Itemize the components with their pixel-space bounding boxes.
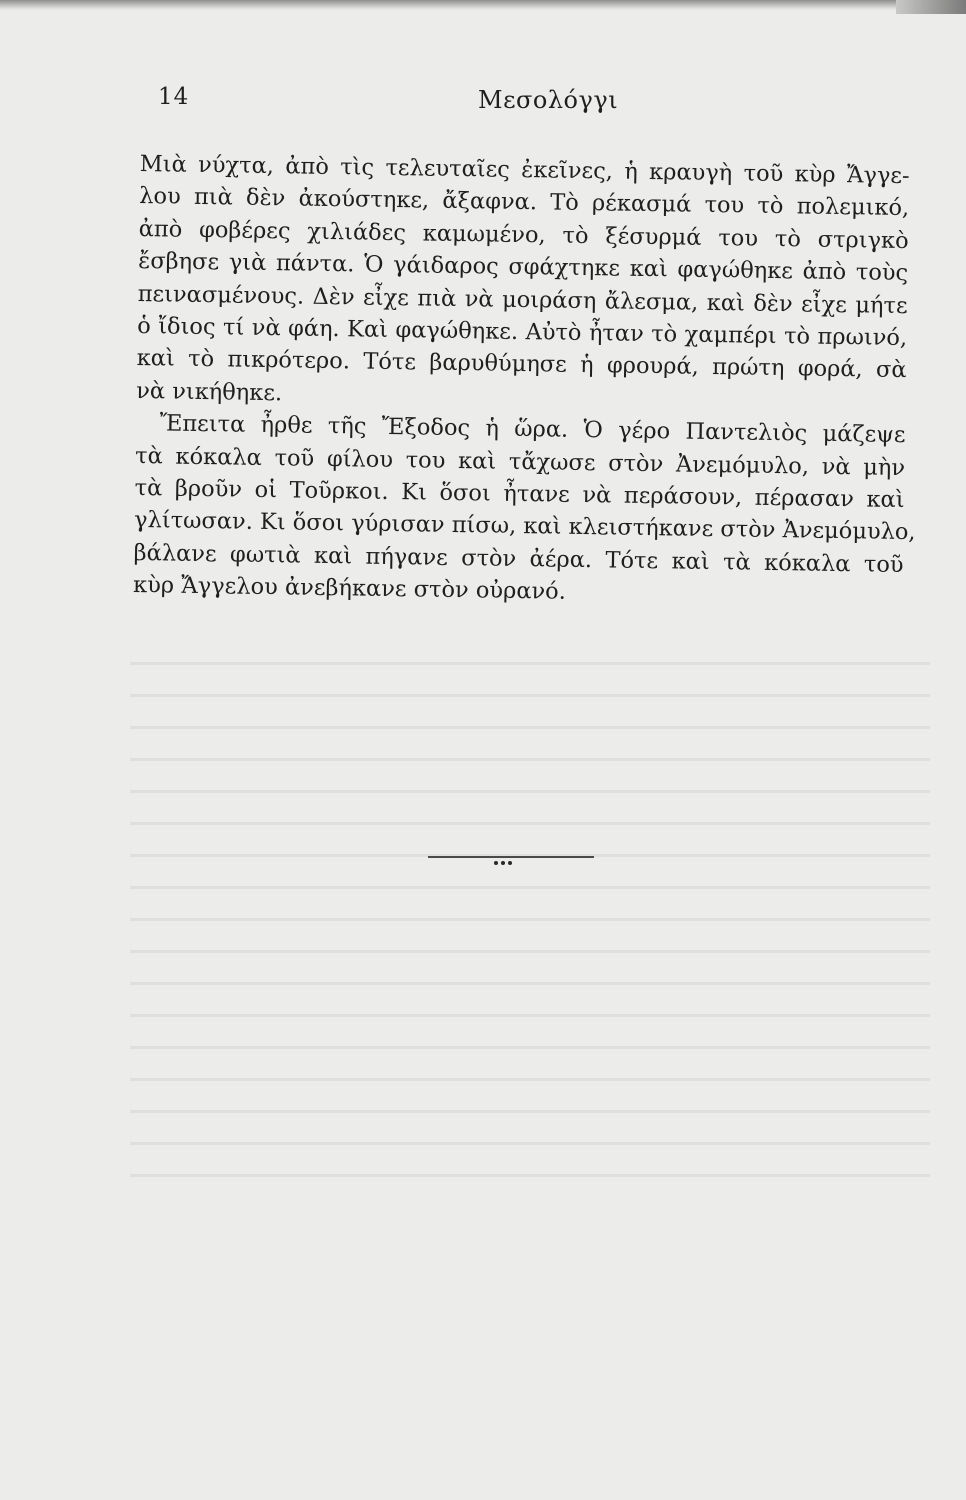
running-title: Μεσολόγγι <box>478 86 619 114</box>
page-header <box>0 84 966 124</box>
text-line: Μιὰ νύχτα, ἀπὸ τὶς τελευταῖες ἐκεῖνες, ἡ κραυγὴ τοῦ κὺρ Ἄγγε- <box>139 150 910 190</box>
text-line: πεινασμένους. Δὲν εἶχε πιὰ νὰ μοιράση ἄλεσμα, καὶ δὲν εἶχε μήτε <box>137 280 908 319</box>
page-top-edge <box>0 0 966 10</box>
page-number: 14 <box>158 84 190 110</box>
text-line: ἀπὸ φοβέρες χιλιάδες καμωμένο, τὸ ξέσυρμά του τὸ στριγκὸ <box>138 215 909 254</box>
section-divider <box>428 856 594 858</box>
body-text <box>132 148 916 614</box>
page-corner-shadow <box>896 0 966 14</box>
text-line: γλίτωσαν. Κι ὅσοι γύρισαν πίσω, καὶ κλειστήκανε στὸν Ἀνεμόμυλο, <box>133 507 916 546</box>
text-line: βάλανε φωτιὰ καὶ πήγανε στὸν ἀέρα. Τότε καὶ τὰ κόκαλα τοῦ <box>133 539 904 578</box>
text-line: λου πιὰ δὲν ἀκούστηκε, ἄξαφνα. Τὸ ρέκασμά του τὸ πολεμικό, <box>139 183 910 222</box>
text-line: νὰ νικήθηκε. <box>135 377 283 406</box>
text-line: ἔσβησε γιὰ πάντα. Ὁ γάιδαρος σφάχτηκε καὶ φαγώθηκε ἀπὸ τοὺς <box>138 248 909 287</box>
text-line: τὰ κόκαλα τοῦ φίλου του καὶ τἄχωσε στὸν Ἀνεμόμυλο, νὰ μὴν <box>134 442 906 481</box>
text-line: ὁ ἴδιος τί νὰ φάη. Καὶ φαγώθηκε. Αὐτὸ ἦταν τὸ χαμπέρι τὸ πρωινό, <box>137 312 908 352</box>
text-line: τὰ βροῦν οἱ Τοῦρκοι. Κι ὅσοι ἦτανε νὰ περάσουν, πέρασαν καὶ <box>134 474 905 513</box>
text-line: Ἔπειτα ἦρθε τῆς Ἔξοδος ἡ ὥρα. Ὁ γέρο Παντελιὸς μάζεψε <box>159 410 906 449</box>
show-through-text <box>130 640 930 1200</box>
text-line: καὶ τὸ πικρότερο. Τότε βαρυθύμησε ἡ φρουρά, πρώτη φορά, σὰ <box>136 345 907 384</box>
divider-ornament <box>494 850 524 856</box>
text-line: κὺρ Ἄγγελου ἀνεβήκανε στὸν οὐρανό. <box>132 572 567 605</box>
